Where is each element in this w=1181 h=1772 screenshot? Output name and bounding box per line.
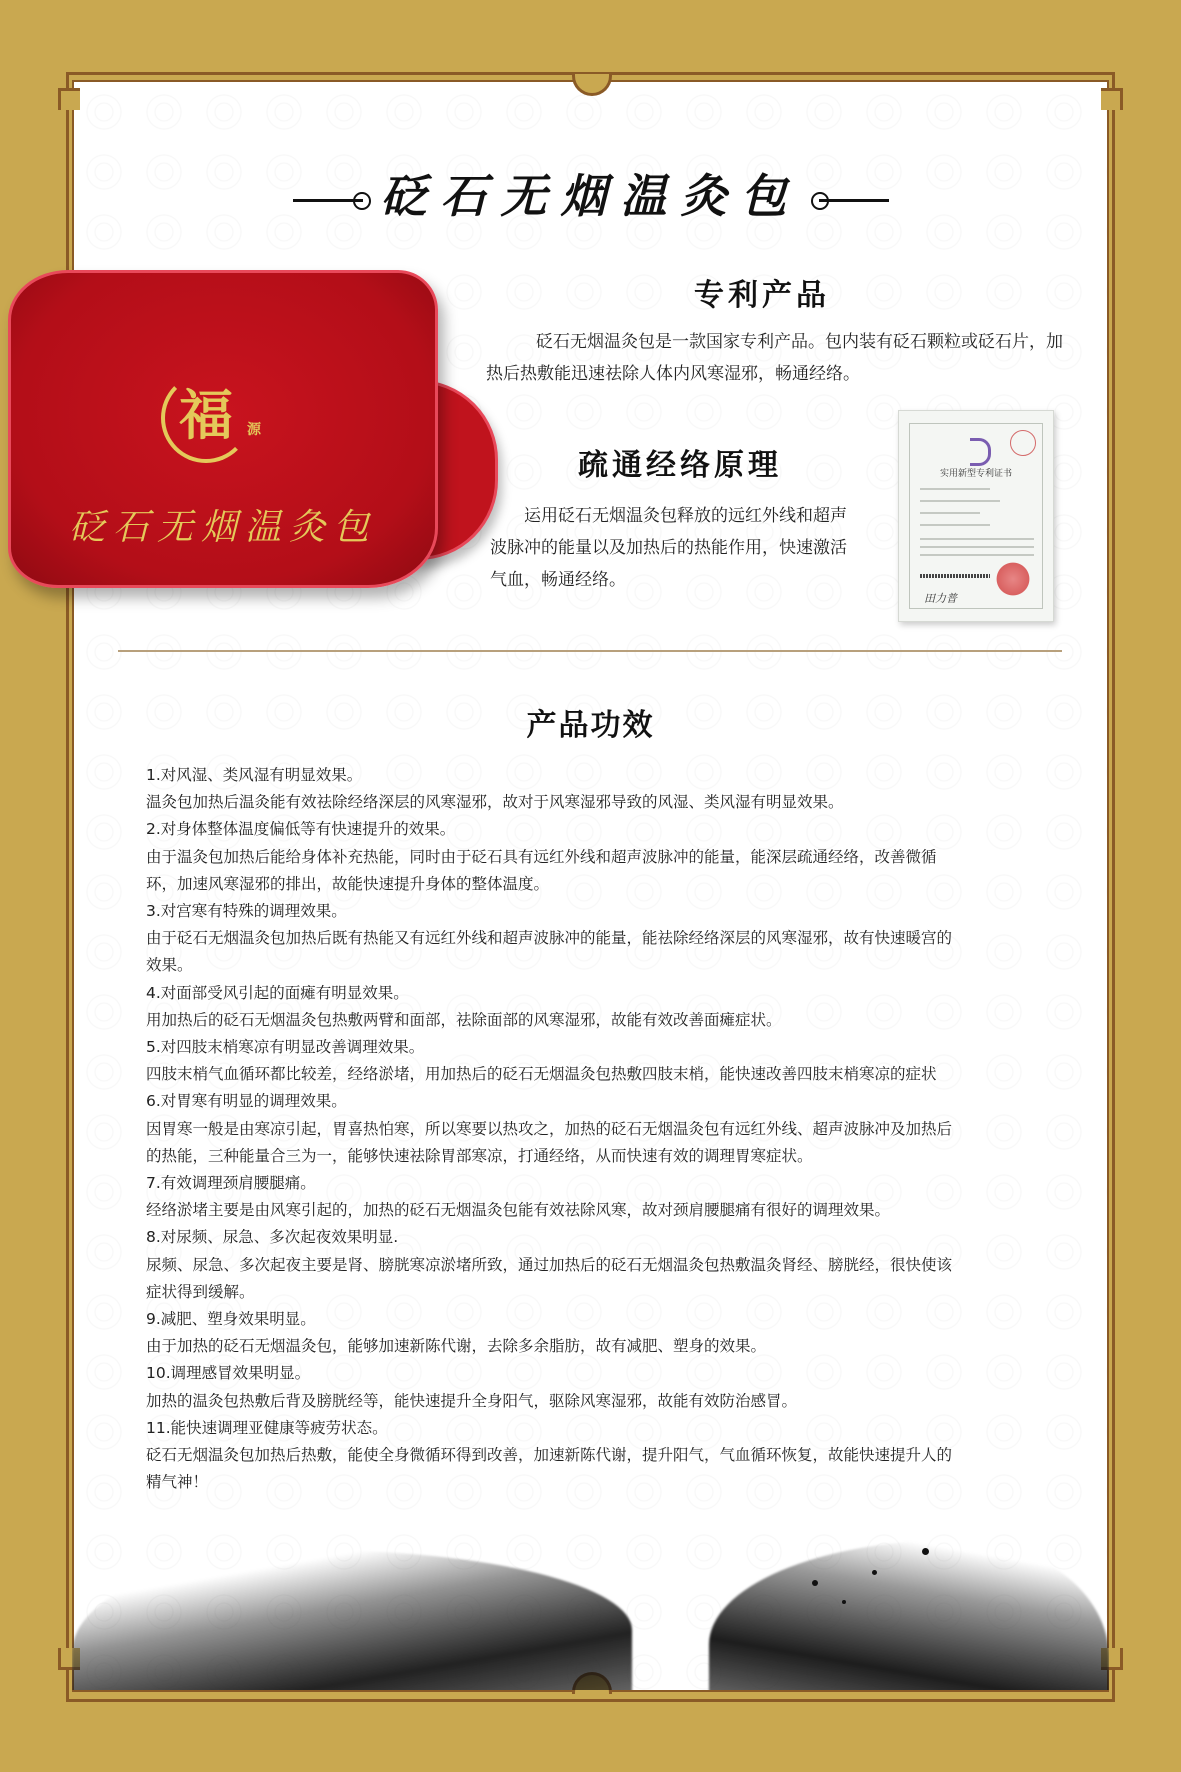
certificate-signature: 田力普 bbox=[924, 592, 957, 605]
effect-heading-4: 4.对面部受风引起的面瘫有明显效果。 bbox=[146, 983, 409, 1002]
brand-logo-sub: 源 bbox=[247, 422, 261, 438]
seal-stamp-icon bbox=[1010, 430, 1036, 456]
patent-certificate-image bbox=[898, 410, 1054, 622]
ink-splatter-dot bbox=[922, 1548, 929, 1555]
page-title-block bbox=[0, 160, 1181, 226]
patent-heading: 专利产品 bbox=[694, 278, 830, 313]
effect-heading-2: 2.对身体整体温度偏低等有快速提升的效果。 bbox=[146, 820, 456, 839]
scroll-ornament-right-icon bbox=[819, 199, 889, 202]
certificate-text-line bbox=[920, 538, 1034, 540]
ink-wash-decoration bbox=[72, 1540, 1109, 1690]
patent-office-emblem-icon bbox=[970, 438, 991, 466]
patent-description: 砭石无烟温灸包是一款国家专利产品。包内装有砭石颗粒或砭石片，加热后热敷能迅速祛除人体内风寒湿邪，畅通经络。 bbox=[486, 332, 1063, 384]
effects-heading: 产品功效 bbox=[526, 708, 655, 743]
certificate-text-line bbox=[920, 546, 1034, 548]
pillow-embroidered-text: 砭石无烟温灸包 bbox=[69, 507, 378, 548]
scroll-ornament-left-icon bbox=[293, 199, 363, 202]
frame-corner-ornament bbox=[1101, 88, 1123, 110]
ink-smoke-right bbox=[709, 1540, 1109, 1690]
effect-heading-5: 5.对四肢末梢寒凉有明显改善调理效果。 bbox=[146, 1038, 425, 1057]
certificate-text-line bbox=[920, 512, 980, 514]
effect-text: 砭石无烟温灸包加热后热敷，能使全身微循环得到改善，加速新陈代谢，提升阳气，气血循环恢复，故能快速提升人的 bbox=[146, 1446, 953, 1465]
effect-heading-8: 8.对尿频、尿急、多次起夜效果明显. bbox=[146, 1228, 399, 1247]
ink-smoke-left bbox=[72, 1550, 632, 1690]
effect-heading-1: 1.对风湿、类风湿有明显效果。 bbox=[146, 766, 363, 784]
effect-text: 尿频、尿急、多次起夜主要是肾、膀胱寒凉淤堵所致，通过加热后的砭石无烟温灸包热敷温灸肾经、膀胱经，很快使该 bbox=[146, 1255, 953, 1274]
brand-logo-char: 福 bbox=[179, 383, 233, 447]
front-pillow bbox=[8, 270, 438, 588]
ink-splatter-dot bbox=[872, 1570, 877, 1575]
principle-description: 运用砭石无烟温灸包释放的远红外线和超声波脉冲的能量以及加热后的热能作用，快速激活气血，畅通经络。 bbox=[490, 506, 847, 590]
certificate-text-line bbox=[920, 500, 1000, 502]
barcode-icon bbox=[920, 574, 990, 578]
effect-text: 精气神！ bbox=[146, 1473, 209, 1492]
product-image bbox=[8, 270, 438, 588]
ink-splatter-dot bbox=[842, 1600, 846, 1604]
effect-heading-7: 7.有效调理颈肩腰腿痛。 bbox=[146, 1174, 316, 1193]
principle-heading: 疏通经络原理 bbox=[578, 448, 782, 483]
effect-text: 效果。 bbox=[146, 956, 193, 975]
effect-text: 症状得到缓解。 bbox=[146, 1282, 255, 1301]
effect-heading-11: 11.能快速调理亚健康等疲劳状态。 bbox=[146, 1418, 388, 1437]
certificate-border bbox=[909, 423, 1043, 609]
certificate-text-line bbox=[920, 488, 990, 490]
page-title: 砭石无烟温灸包 bbox=[380, 169, 801, 223]
effect-heading-6: 6.对胃寒有明显的调理效果。 bbox=[146, 1092, 347, 1111]
ink-splatter-dot bbox=[812, 1580, 818, 1586]
effect-text: 的热能，三种能量合三为一，能够快速祛除胃部寒凉，打通经络，从而快速有效的调理胃寒症状。 bbox=[146, 1146, 813, 1165]
certificate-title: 实用新型专利证书 bbox=[939, 469, 1012, 479]
effect-text: 四肢末梢气血循环都比较差，经络淤堵，用加热后的砭石无烟温灸包热敷四肢末梢，能快速改善四肢末梢寒凉的症状 bbox=[146, 1065, 937, 1084]
effect-text: 温灸包加热后温灸能有效祛除经络深层的风寒湿邪，故对于风寒湿邪导致的风湿、类风湿有明显效果。 bbox=[146, 793, 844, 812]
effect-heading-3: 3.对宫寒有特殊的调理效果。 bbox=[146, 902, 347, 921]
certificate-text-line bbox=[920, 524, 990, 526]
effect-text: 由于温灸包加热后能给身体补充热能，同时由于砭石具有远红外线和超声波脉冲的能量，能深层疏通经络，改善微循 bbox=[146, 847, 937, 866]
official-seal-icon bbox=[994, 560, 1032, 598]
frame-corner-ornament bbox=[58, 88, 80, 110]
effect-text: 加热的温灸包热敷后背及膀胱经等，能快速提升全身阳气，驱除风寒湿邪，故能有效防治感冒。 bbox=[146, 1391, 798, 1410]
effect-heading-9: 9.减肥、塑身效果明显。 bbox=[146, 1310, 316, 1329]
effect-text: 环，加速风寒湿邪的排出，故能快速提升身体的整体温度。 bbox=[146, 874, 550, 893]
certificate-text-line bbox=[920, 554, 1034, 556]
effect-text: 因胃寒一般是由寒凉引起，胃喜热怕寒，所以寒要以热攻之，加热的砭石无烟温灸包有远红外线、超声波脉冲及加热后 bbox=[146, 1119, 953, 1138]
effect-text: 由于加热的砭石无烟温灸包，能够加速新陈代谢，去除多余脂肪，故有减肥、塑身的效果。 bbox=[146, 1337, 767, 1356]
section-divider bbox=[118, 650, 1062, 652]
effect-heading-10: 10.调理感冒效果明显。 bbox=[146, 1364, 311, 1383]
effect-text: 由于砭石无烟温灸包加热后既有热能又有远红外线和超声波脉冲的能量，能祛除经络深层的风寒湿邪，故有快速暖宫的 bbox=[146, 929, 953, 948]
effect-text: 经络淤堵主要是由风寒引起的，加热的砭石无烟温灸包能有效祛除风寒，故对颈肩腰腿痛有很好的调理效果。 bbox=[146, 1201, 891, 1220]
effects-list bbox=[146, 762, 1026, 1496]
effect-text: 用加热后的砭石无烟温灸包热敷两臂和面部，祛除面部的风寒湿邪，故能有效改善面瘫症状。 bbox=[146, 1010, 782, 1029]
